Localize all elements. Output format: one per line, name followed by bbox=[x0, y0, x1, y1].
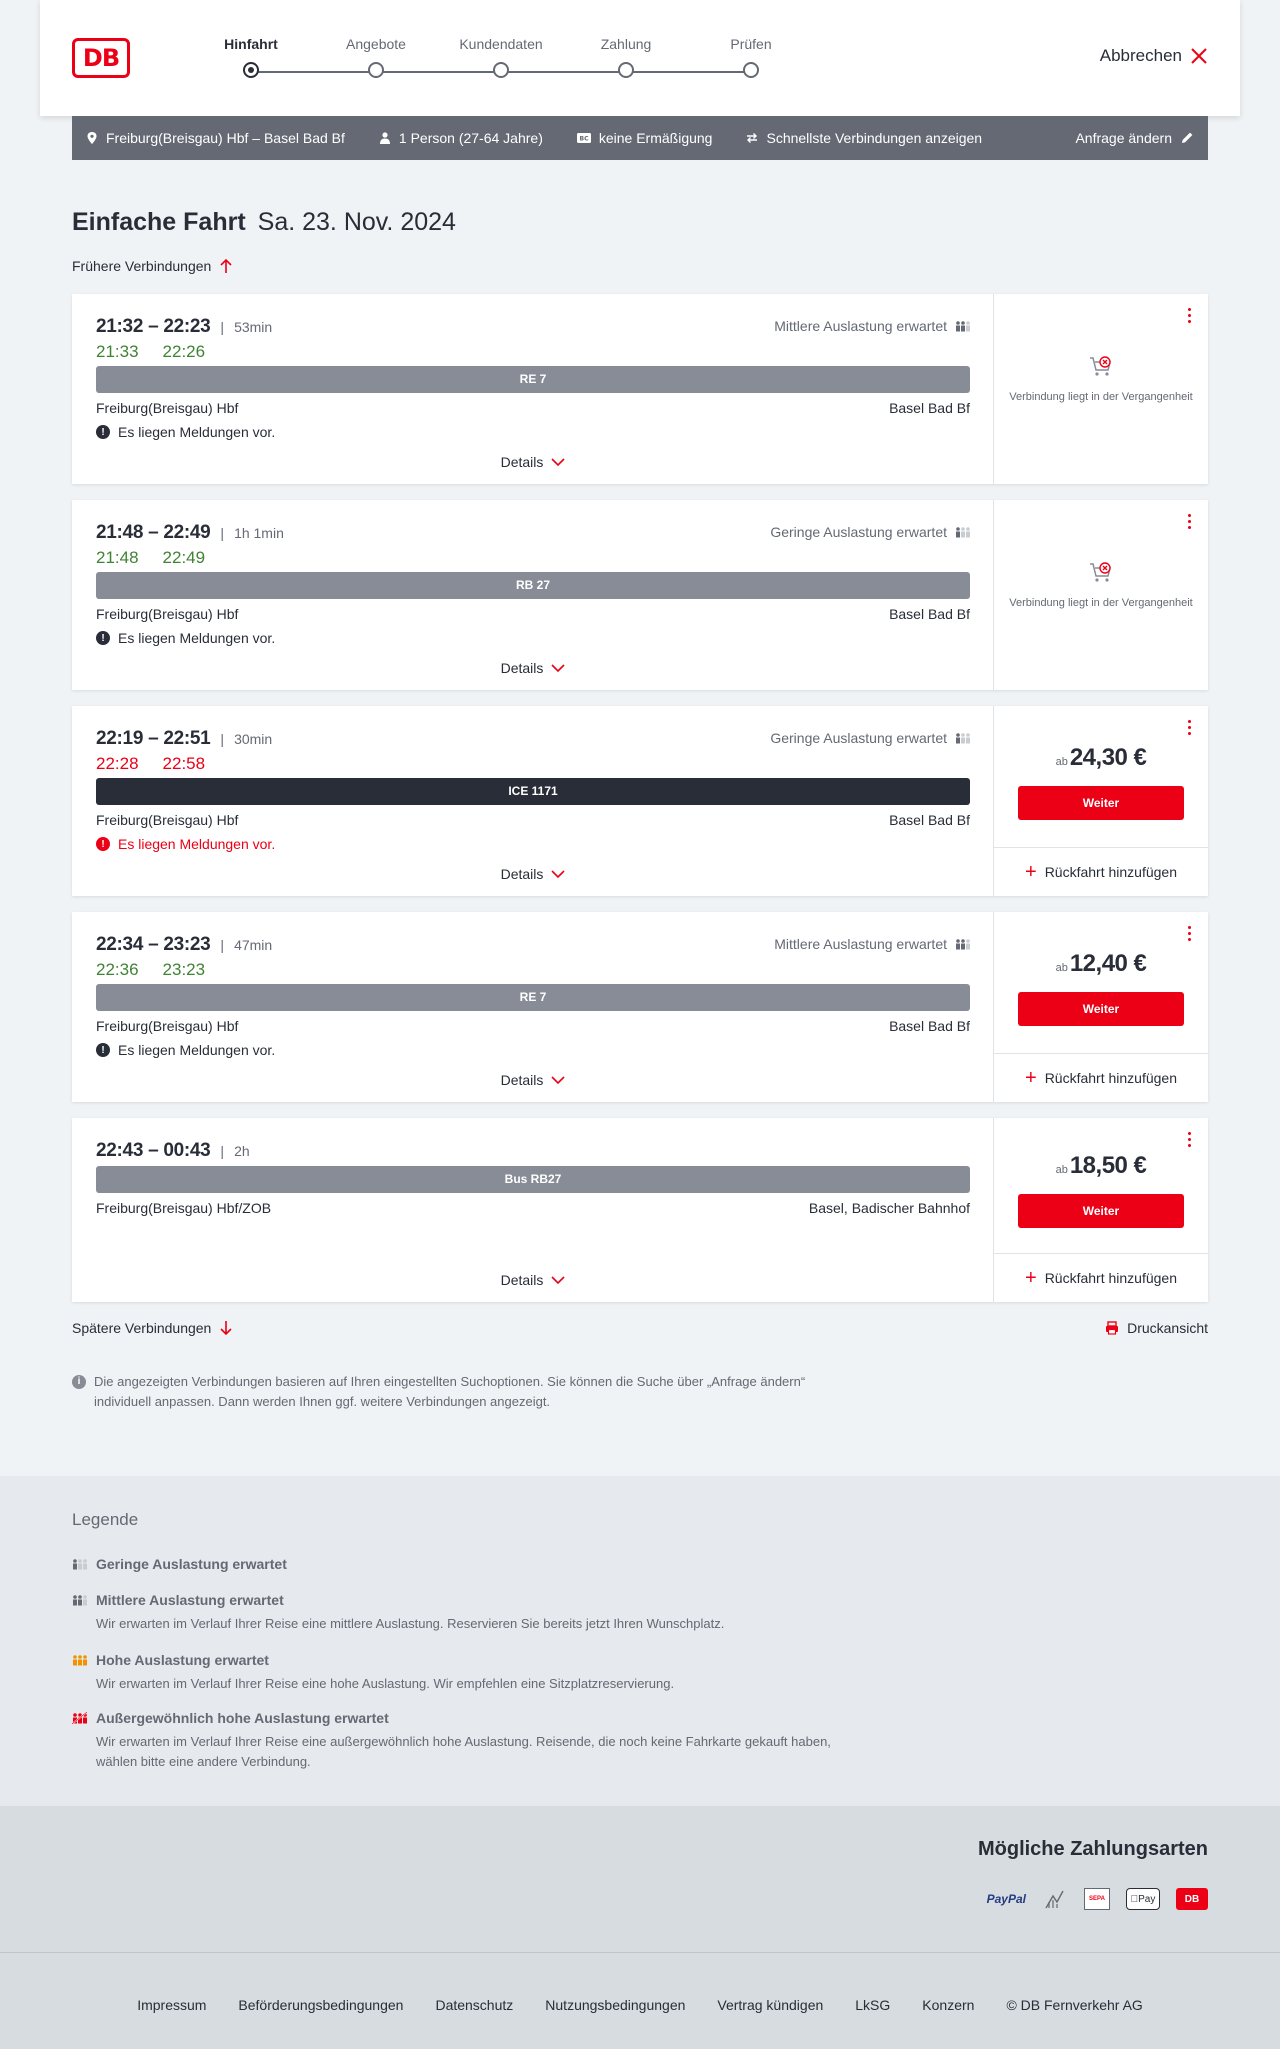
legend-section bbox=[0, 1476, 1280, 1806]
close-icon bbox=[1190, 47, 1208, 65]
price: ab12,40 € bbox=[1055, 950, 1147, 977]
plus-icon: + bbox=[1025, 1267, 1037, 1289]
add-return-trip-button[interactable]: + Rückfahrt hinzufügen bbox=[994, 1053, 1208, 1102]
direct-debit-icon bbox=[1042, 1888, 1068, 1910]
messages-notice[interactable]: ! Es liegen Meldungen vor. bbox=[96, 1042, 275, 1058]
train-bar[interactable]: RB 27 bbox=[96, 572, 970, 599]
later-connections-link[interactable]: Spätere Verbindungen bbox=[72, 1320, 233, 1336]
chevron-down-icon bbox=[551, 869, 565, 879]
occupancy-low-icon bbox=[955, 525, 971, 539]
paypal-icon: PayPal bbox=[986, 1892, 1026, 1906]
chevron-down-icon bbox=[551, 457, 565, 467]
copyright: © DB Fernverkehr AG bbox=[1006, 1997, 1143, 2013]
discount-summary: BC keine Ermäßigung bbox=[577, 130, 713, 146]
step-dot bbox=[368, 62, 384, 78]
person-icon bbox=[379, 132, 391, 144]
step-zahlung: Zahlung bbox=[576, 36, 676, 78]
connection-details-area[interactable] bbox=[72, 294, 994, 484]
footer-link-impressum[interactable]: Impressum bbox=[137, 1997, 207, 2013]
db-logo[interactable]: DB bbox=[72, 38, 130, 78]
planned-times: 22:34 – 23:23 | 47min bbox=[96, 934, 273, 955]
chevron-down-icon bbox=[551, 1275, 565, 1285]
info-icon: i bbox=[72, 1375, 86, 1389]
connection-card bbox=[72, 500, 1208, 690]
messages-notice[interactable]: ! Es liegen Meldungen vor. bbox=[96, 424, 275, 440]
footer-link-nutzungsbedingungen[interactable]: Nutzungsbedingungen bbox=[545, 1997, 686, 2013]
svg-text:BC: BC bbox=[579, 135, 589, 143]
exclamation-icon: ! bbox=[96, 1043, 110, 1057]
sepa-icon: SEPA bbox=[1084, 1888, 1110, 1910]
info-note: i Die angezeigten Verbindungen basieren auf Ihren eingestellten Suchoptionen. Sie können die Suche über „Anfrage ändern“ individuell anpassen. Dann werden Ihnen ggf. weitere Verbindungen angezeigt. bbox=[72, 1372, 852, 1412]
occupancy-indicator: Geringe Auslastung erwartet bbox=[770, 524, 971, 540]
legend-item: Außergewöhnlich hohe Auslastung erwartet Wir erwarten im Verlauf Ihrer Reise eine außergewöhnlich hohe Auslastung. Reisende, die noch keine Fahrkarte gekauft haben, wählen bitte eine andere Verbindung. bbox=[72, 1710, 852, 1772]
occupancy-high-icon bbox=[72, 1653, 88, 1667]
train-bar[interactable]: ICE 1171 bbox=[96, 778, 970, 805]
stations: Freiburg(Breisgau) Hbf Basel Bad Bf bbox=[96, 812, 970, 828]
weiter-button[interactable]: Weiter bbox=[1018, 1194, 1184, 1228]
search-summary-bar bbox=[72, 116, 1208, 160]
cart-unavailable-icon bbox=[1088, 560, 1114, 586]
connection-details-area[interactable] bbox=[72, 500, 994, 690]
progress-steps bbox=[181, 0, 772, 116]
planned-times: 21:48 – 22:49 | 1h 1min bbox=[96, 522, 284, 543]
footer-link-befoerderungsbedingungen[interactable]: Beförderungsbedingungen bbox=[238, 1997, 404, 2013]
exclamation-icon: ! bbox=[96, 837, 110, 851]
occupancy-indicator: Mittlere Auslastung erwartet bbox=[774, 936, 971, 952]
add-return-trip-button[interactable]: + Rückfahrt hinzufügen bbox=[994, 847, 1208, 896]
weiter-button[interactable]: Weiter bbox=[1018, 992, 1184, 1026]
pencil-icon bbox=[1180, 131, 1194, 145]
offer-area bbox=[994, 706, 1208, 896]
step-dot bbox=[618, 62, 634, 78]
connection-details-area[interactable] bbox=[72, 706, 994, 896]
stations: Freiburg(Breisgau) Hbf Basel Bad Bf bbox=[96, 606, 970, 622]
more-options-icon[interactable] bbox=[1186, 926, 1192, 941]
exclamation-icon: ! bbox=[96, 631, 110, 645]
planned-times: 21:32 – 22:23 | 53min bbox=[96, 316, 273, 337]
past-connection-notice: Verbindung liegt in der Vergangenheit bbox=[994, 560, 1208, 611]
cancel-button[interactable]: Abbrechen bbox=[1100, 46, 1208, 66]
planned-times: 22:43 – 00:43 | 2h bbox=[96, 1140, 250, 1161]
bahncard-icon bbox=[577, 132, 591, 144]
connection-card bbox=[72, 706, 1208, 896]
location-pin-icon bbox=[86, 132, 98, 144]
offer-area bbox=[994, 912, 1208, 1102]
messages-notice[interactable]: ! Es liegen Meldungen vor. bbox=[96, 836, 275, 852]
change-request-button[interactable]: Anfrage ändern bbox=[1075, 130, 1194, 146]
legend-item: Hohe Auslastung erwartet Wir erwarten im Verlauf Ihrer Reise eine hohe Auslastung. Wir empfehlen eine Sitzplatzreservierung. bbox=[72, 1652, 852, 1694]
footer-link-datenschutz[interactable]: Datenschutz bbox=[435, 1997, 514, 2013]
payment-title: Mögliche Zahlungsarten bbox=[977, 1838, 1208, 1860]
train-bar[interactable]: RE 7 bbox=[96, 366, 970, 393]
planned-times: 22:19 – 22:51 | 30min bbox=[96, 728, 273, 749]
stations: Freiburg(Breisgau) Hbf Basel Bad Bf bbox=[96, 1018, 970, 1034]
occupancy-indicator: Mittlere Auslastung erwartet bbox=[774, 318, 971, 334]
realtime-times: 21:48 22:49 bbox=[96, 548, 206, 567]
occupancy-indicator: Geringe Auslastung erwartet bbox=[770, 730, 971, 746]
connection-card bbox=[72, 912, 1208, 1102]
footer-link-konzern[interactable]: Konzern bbox=[922, 1997, 975, 2013]
more-options-icon[interactable] bbox=[1186, 514, 1192, 529]
footer-link-vertrag-kuendigen[interactable]: Vertrag kündigen bbox=[717, 1997, 824, 2013]
connection-card bbox=[72, 1118, 1208, 1302]
chevron-down-icon bbox=[551, 663, 565, 673]
details-toggle[interactable]: Details bbox=[72, 1272, 994, 1288]
step-dot bbox=[743, 62, 759, 78]
past-connection-notice: Verbindung liegt in der Vergangenheit bbox=[994, 354, 1208, 405]
offer-area bbox=[994, 294, 1208, 484]
step-dot bbox=[493, 62, 509, 78]
offer-area bbox=[994, 500, 1208, 690]
realtime-times-delayed: 22:28 22:58 bbox=[96, 754, 206, 773]
occupancy-extreme-icon bbox=[72, 1711, 88, 1725]
db-card-icon: DB bbox=[1176, 1888, 1208, 1910]
connection-details-area[interactable] bbox=[72, 912, 994, 1102]
occupancy-medium-icon bbox=[955, 319, 971, 333]
persons-summary: 1 Person (27-64 Jahre) bbox=[379, 130, 543, 146]
train-bar[interactable]: RE 7 bbox=[96, 984, 970, 1011]
apple-pay-icon: Pay bbox=[1126, 1888, 1160, 1910]
step-pruefen: Prüfen bbox=[701, 36, 801, 78]
printer-icon bbox=[1105, 1321, 1119, 1335]
payment-methods-section bbox=[0, 1806, 1280, 1952]
footer-links bbox=[0, 1997, 1280, 2013]
messages-notice[interactable]: ! Es liegen Meldungen vor. bbox=[96, 630, 275, 646]
more-options-icon[interactable] bbox=[1186, 1132, 1192, 1147]
arrow-down-icon bbox=[219, 1320, 233, 1336]
details-toggle[interactable]: Details bbox=[72, 1072, 994, 1088]
print-view-link[interactable]: Druckansicht bbox=[1105, 1320, 1208, 1336]
stations: Freiburg(Breisgau) Hbf Basel Bad Bf bbox=[96, 400, 970, 416]
plus-icon: + bbox=[1025, 861, 1037, 883]
add-return-trip-button[interactable]: + Rückfahrt hinzufügen bbox=[994, 1253, 1208, 1302]
details-toggle[interactable]: Details bbox=[72, 454, 994, 470]
cart-unavailable-icon bbox=[1088, 354, 1114, 380]
realtime-times: 21:33 22:26 bbox=[96, 342, 206, 361]
footer-link-lksg[interactable]: LkSG bbox=[855, 1997, 891, 2013]
payment-icons bbox=[987, 1888, 1208, 1910]
details-toggle[interactable]: Details bbox=[72, 866, 994, 882]
realtime-times: 22:36 23:23 bbox=[96, 960, 206, 979]
step-hinfahrt: Hinfahrt bbox=[201, 36, 301, 78]
more-options-icon[interactable] bbox=[1186, 308, 1192, 323]
legend-title: Legende bbox=[72, 1510, 139, 1529]
chevron-down-icon bbox=[551, 1075, 565, 1085]
occupancy-low-icon bbox=[72, 1557, 88, 1571]
exclamation-icon: ! bbox=[96, 425, 110, 439]
connection-details-area[interactable] bbox=[72, 1118, 994, 1302]
step-kundendaten: Kundendaten bbox=[451, 36, 551, 78]
arrow-up-icon bbox=[219, 258, 233, 274]
train-bar[interactable]: Bus RB27 bbox=[96, 1166, 970, 1193]
step-dot-active bbox=[243, 62, 259, 78]
details-toggle[interactable]: Details bbox=[72, 660, 994, 676]
occupancy-medium-icon bbox=[72, 1593, 88, 1607]
occupancy-medium-icon bbox=[955, 937, 971, 951]
weiter-button[interactable]: Weiter bbox=[1018, 786, 1184, 820]
earlier-connections-link[interactable]: Frühere Verbindungen bbox=[72, 258, 233, 274]
connection-card bbox=[72, 294, 1208, 484]
footer bbox=[0, 1952, 1280, 2049]
plus-icon: + bbox=[1025, 1067, 1037, 1089]
offer-area bbox=[994, 1118, 1208, 1302]
price: ab24,30 € bbox=[1055, 744, 1147, 771]
occupancy-low-icon bbox=[955, 731, 971, 745]
step-angebote: Angebote bbox=[326, 36, 426, 78]
more-options-icon[interactable] bbox=[1186, 720, 1192, 735]
fastest-summary: Schnellste Verbindungen anzeigen bbox=[746, 130, 982, 146]
header bbox=[40, 0, 1240, 116]
price: ab18,50 € bbox=[1055, 1152, 1147, 1179]
page-title: Einfache Fahrt Sa. 23. Nov. 2024 bbox=[72, 208, 456, 236]
legend-item: Mittlere Auslastung erwartet Wir erwarten im Verlauf Ihrer Reise eine mittlere Auslastung. Reservieren Sie bereits jetzt Ihren Wunschplatz. bbox=[72, 1592, 852, 1634]
stations: Freiburg(Breisgau) Hbf/ZOB Basel, Badischer Bahnhof bbox=[96, 1200, 970, 1216]
legend-item: Geringe Auslastung erwartet bbox=[72, 1556, 852, 1572]
route-summary: Freiburg(Breisgau) Hbf – Basel Bad Bf bbox=[86, 130, 345, 146]
swap-arrows-icon bbox=[746, 132, 758, 144]
